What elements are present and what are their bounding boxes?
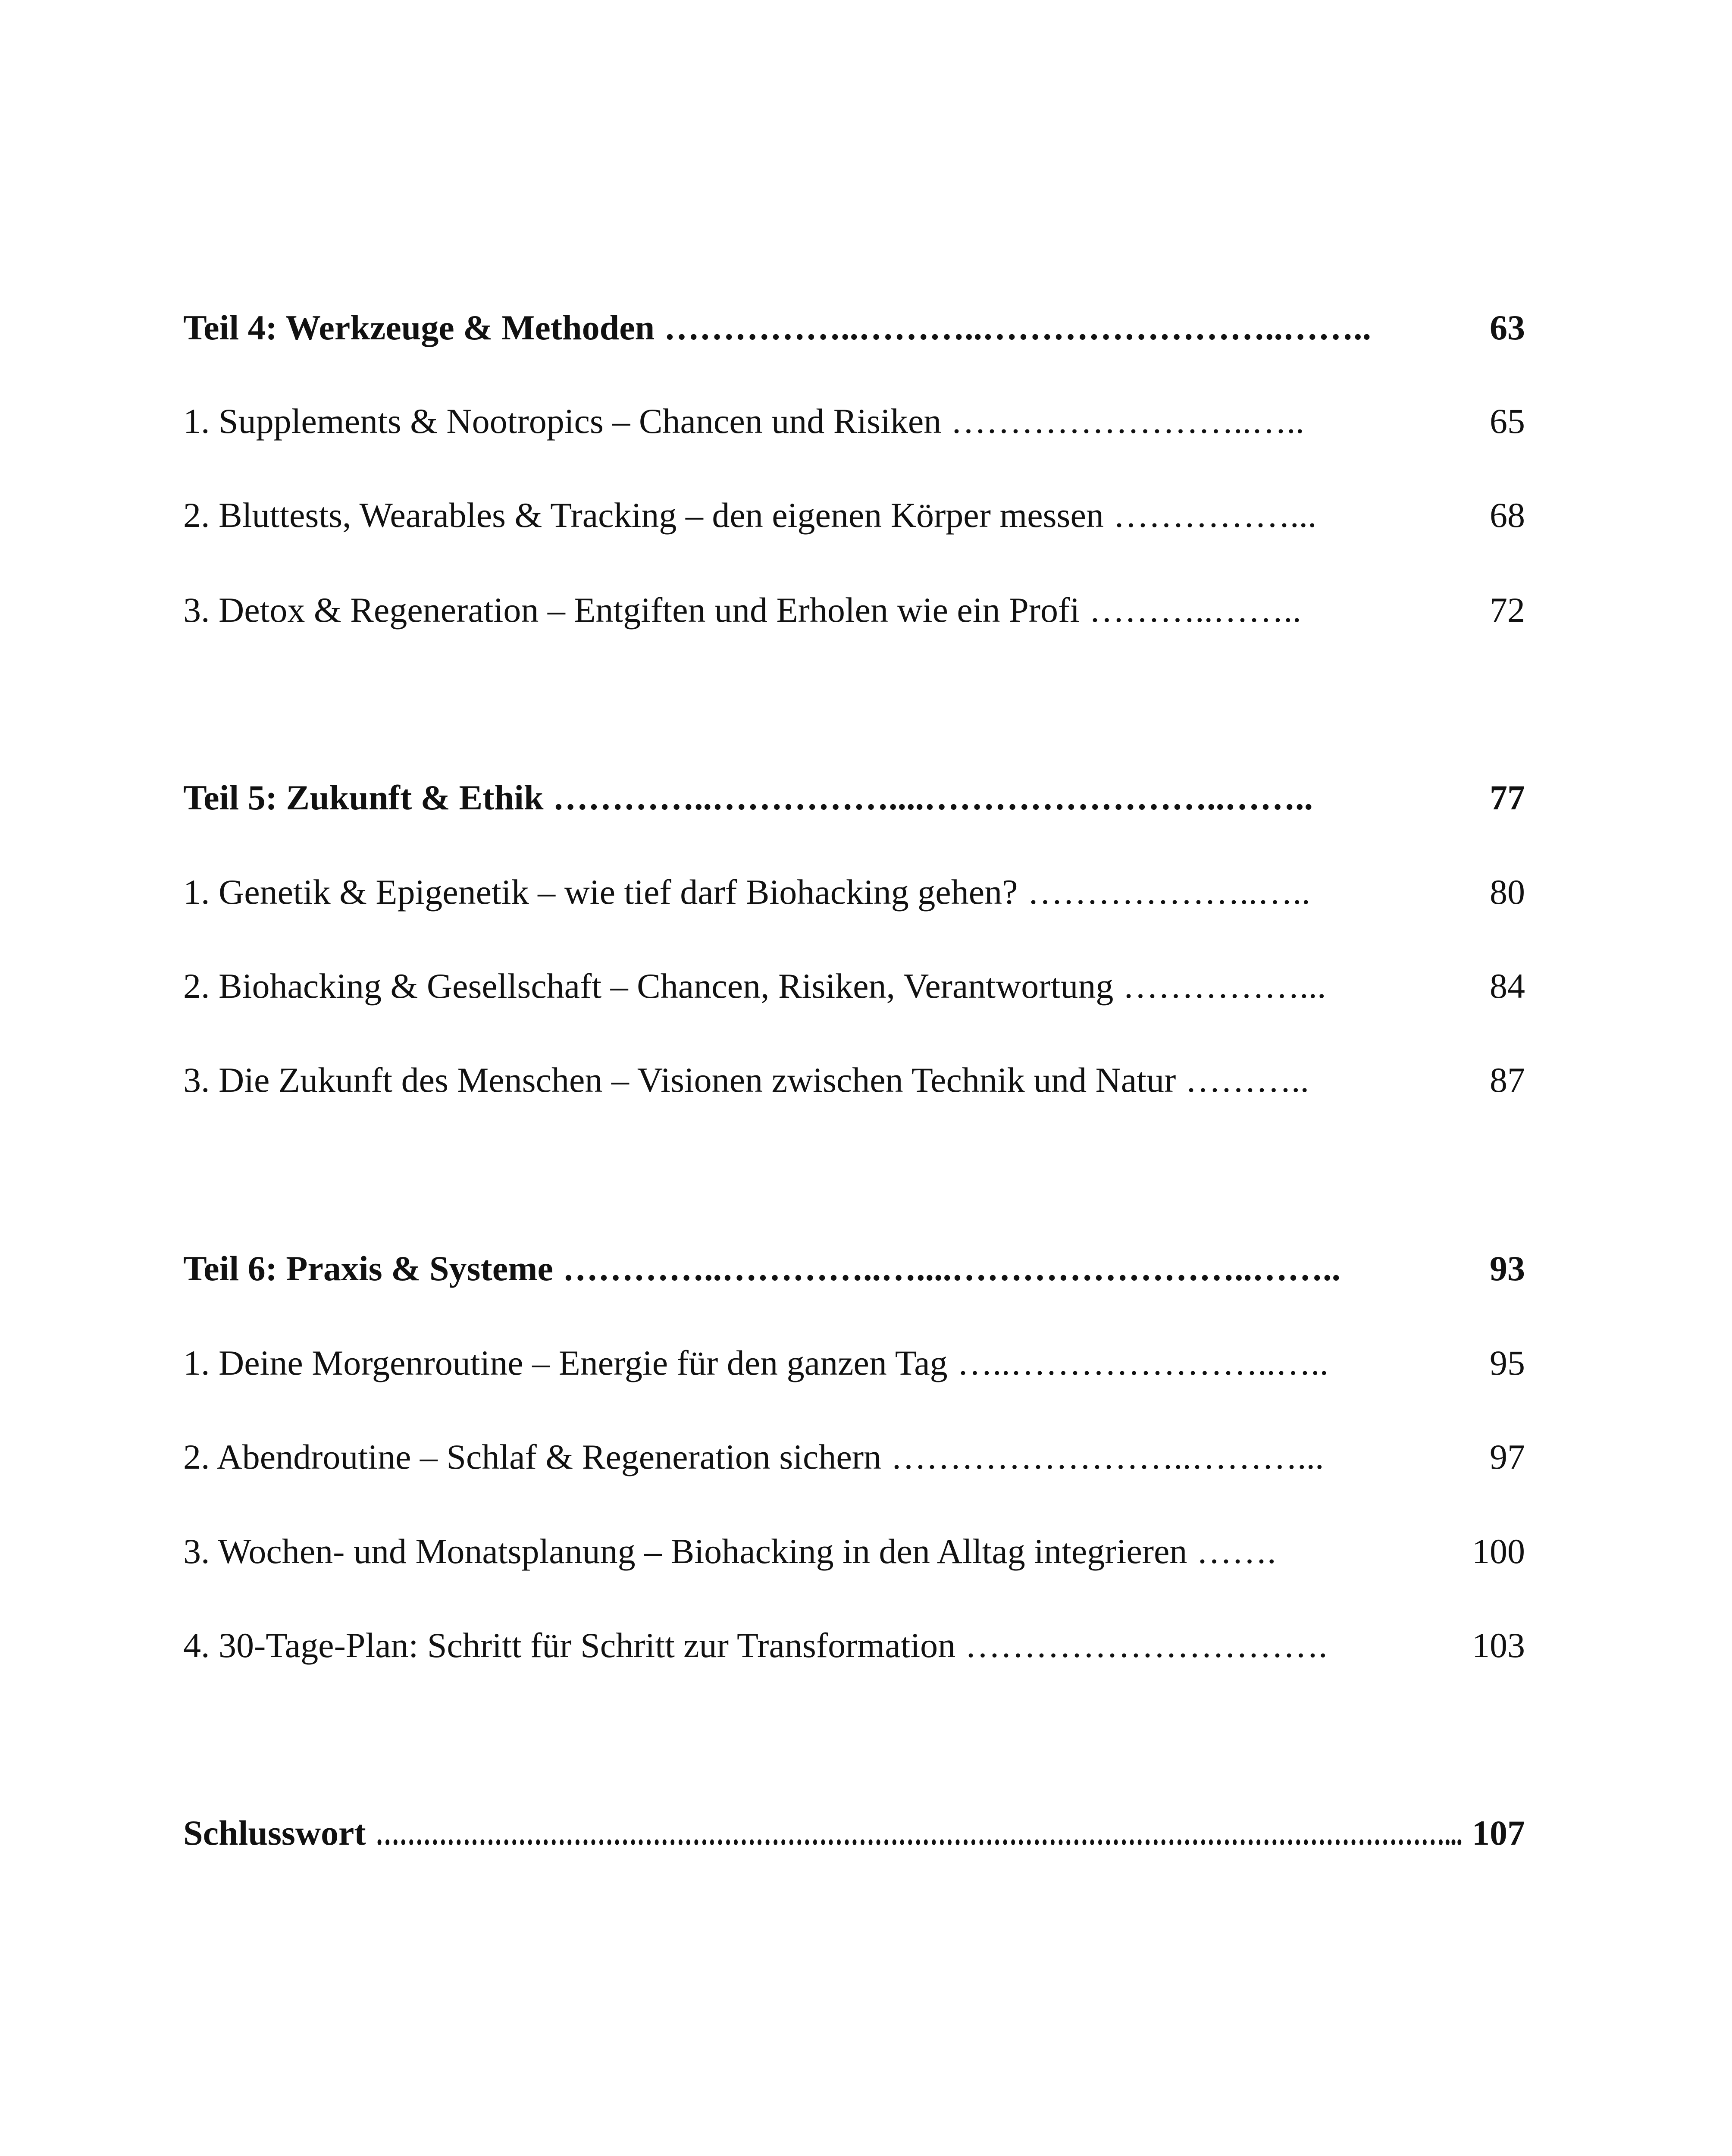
toc-entry-4-3 <box>183 589 1525 632</box>
toc-entry-title: 3. Detox & Regeneration – Entgiften und Erholen wie ein Profi <box>183 590 1080 630</box>
toc-entry-page: 93 <box>1490 1249 1525 1288</box>
toc-entry-page: 87 <box>1490 1060 1525 1100</box>
toc-entry-title: Teil 5: Zukunft & Ethik <box>183 778 544 817</box>
toc-entry-page: 80 <box>1490 872 1525 912</box>
toc-entry-5-2 <box>183 965 1525 1008</box>
toc-entry-5-1 <box>183 871 1525 914</box>
toc-entry-6-4 <box>183 1624 1525 1667</box>
toc-entry-title: 3. Die Zukunft des Menschen – Visionen zwischen Technik und Natur <box>183 1060 1176 1100</box>
toc-entry-leader: ………………..….. <box>1027 872 1310 912</box>
toc-entry-leader: ……….. <box>1185 1060 1309 1100</box>
toc-entry-page: 65 <box>1490 401 1525 441</box>
toc-heading-part-4 <box>183 306 1525 349</box>
toc-entry-title: 2. Bluttests, Wearables & Tracking – den eigenen Körper messen <box>183 495 1104 535</box>
toc-entry-leader: …………..…………..…....……………………..…….. <box>563 1249 1340 1288</box>
toc-entry-title: Schlusswort <box>183 1813 366 1852</box>
toc-entry-leader: ………………………………………………………………………………………………………………………... <box>376 1813 1463 1852</box>
toc-entry-6-1 <box>183 1341 1525 1385</box>
toc-entry-title: Teil 6: Praxis & Systeme <box>183 1249 553 1288</box>
toc-entry-leader: ……………... <box>1113 495 1317 535</box>
toc-entry-page: 72 <box>1490 590 1525 630</box>
toc-entry-page: 107 <box>1472 1813 1525 1852</box>
toc-heading-closing <box>183 1811 1525 1855</box>
toc-entry-leader: ……………………..………... <box>891 1437 1324 1476</box>
toc-entry-title: 3. Wochen- und Monatsplanung – Biohacking in den Alltag integrieren <box>183 1532 1187 1571</box>
toc-entry-page: 84 <box>1490 966 1525 1006</box>
toc-entry-title: 1. Supplements & Nootropics – Chancen und Risiken <box>183 401 942 441</box>
toc-entry-leader: ……………... <box>1123 966 1326 1006</box>
toc-entry-page: 100 <box>1472 1532 1525 1571</box>
toc-entry-leader: ……………………..….. <box>951 401 1304 441</box>
toc-entry-page: 103 <box>1472 1626 1525 1665</box>
toc-heading-part-6 <box>183 1247 1525 1290</box>
toc-entry-page: 77 <box>1490 778 1525 817</box>
toc-entry-4-1 <box>183 400 1525 443</box>
toc-entry-title: 4. 30-Tage-Plan: Schritt für Schritt zur Transformation <box>183 1626 956 1665</box>
toc-heading-part-5 <box>183 776 1525 819</box>
toc-entry-6-3 <box>183 1530 1525 1573</box>
toc-entry-leader: ……………..………..……………………..…….. <box>664 308 1371 347</box>
toc-entry-leader: ………..…….. <box>1089 590 1301 630</box>
toc-entry-6-2 <box>183 1435 1525 1479</box>
toc-entry-title: 1. Genetik & Epigenetik – wie tief darf Biohacking gehen? <box>183 872 1018 912</box>
toc-entry-leader: …………..……………....……………………..…….. <box>553 778 1313 817</box>
toc-entry-title: 2. Abendroutine – Schlaf & Regeneration sichern <box>183 1437 882 1476</box>
toc-entry-title: Teil 4: Werkzeuge & Methoden <box>183 308 655 347</box>
toc-entry-4-2 <box>183 494 1525 537</box>
toc-entry-title: 2. Biohacking & Gesellschaft – Chancen, Risiken, Verantwortung <box>183 966 1114 1006</box>
toc-entry-page: 97 <box>1490 1437 1525 1476</box>
toc-entry-leader: …..…………………..….. <box>957 1343 1328 1382</box>
toc-entry-5-3 <box>183 1059 1525 1102</box>
toc-entry-title: 1. Deine Morgenroutine – Energie für den ganzen Tag <box>183 1343 948 1382</box>
toc-entry-leader: …………………………. <box>965 1626 1328 1665</box>
toc-entry-leader: ……. <box>1196 1532 1276 1571</box>
toc-entry-page: 68 <box>1490 495 1525 535</box>
toc-entry-page: 95 <box>1490 1343 1525 1382</box>
toc-entry-page: 63 <box>1490 308 1525 347</box>
